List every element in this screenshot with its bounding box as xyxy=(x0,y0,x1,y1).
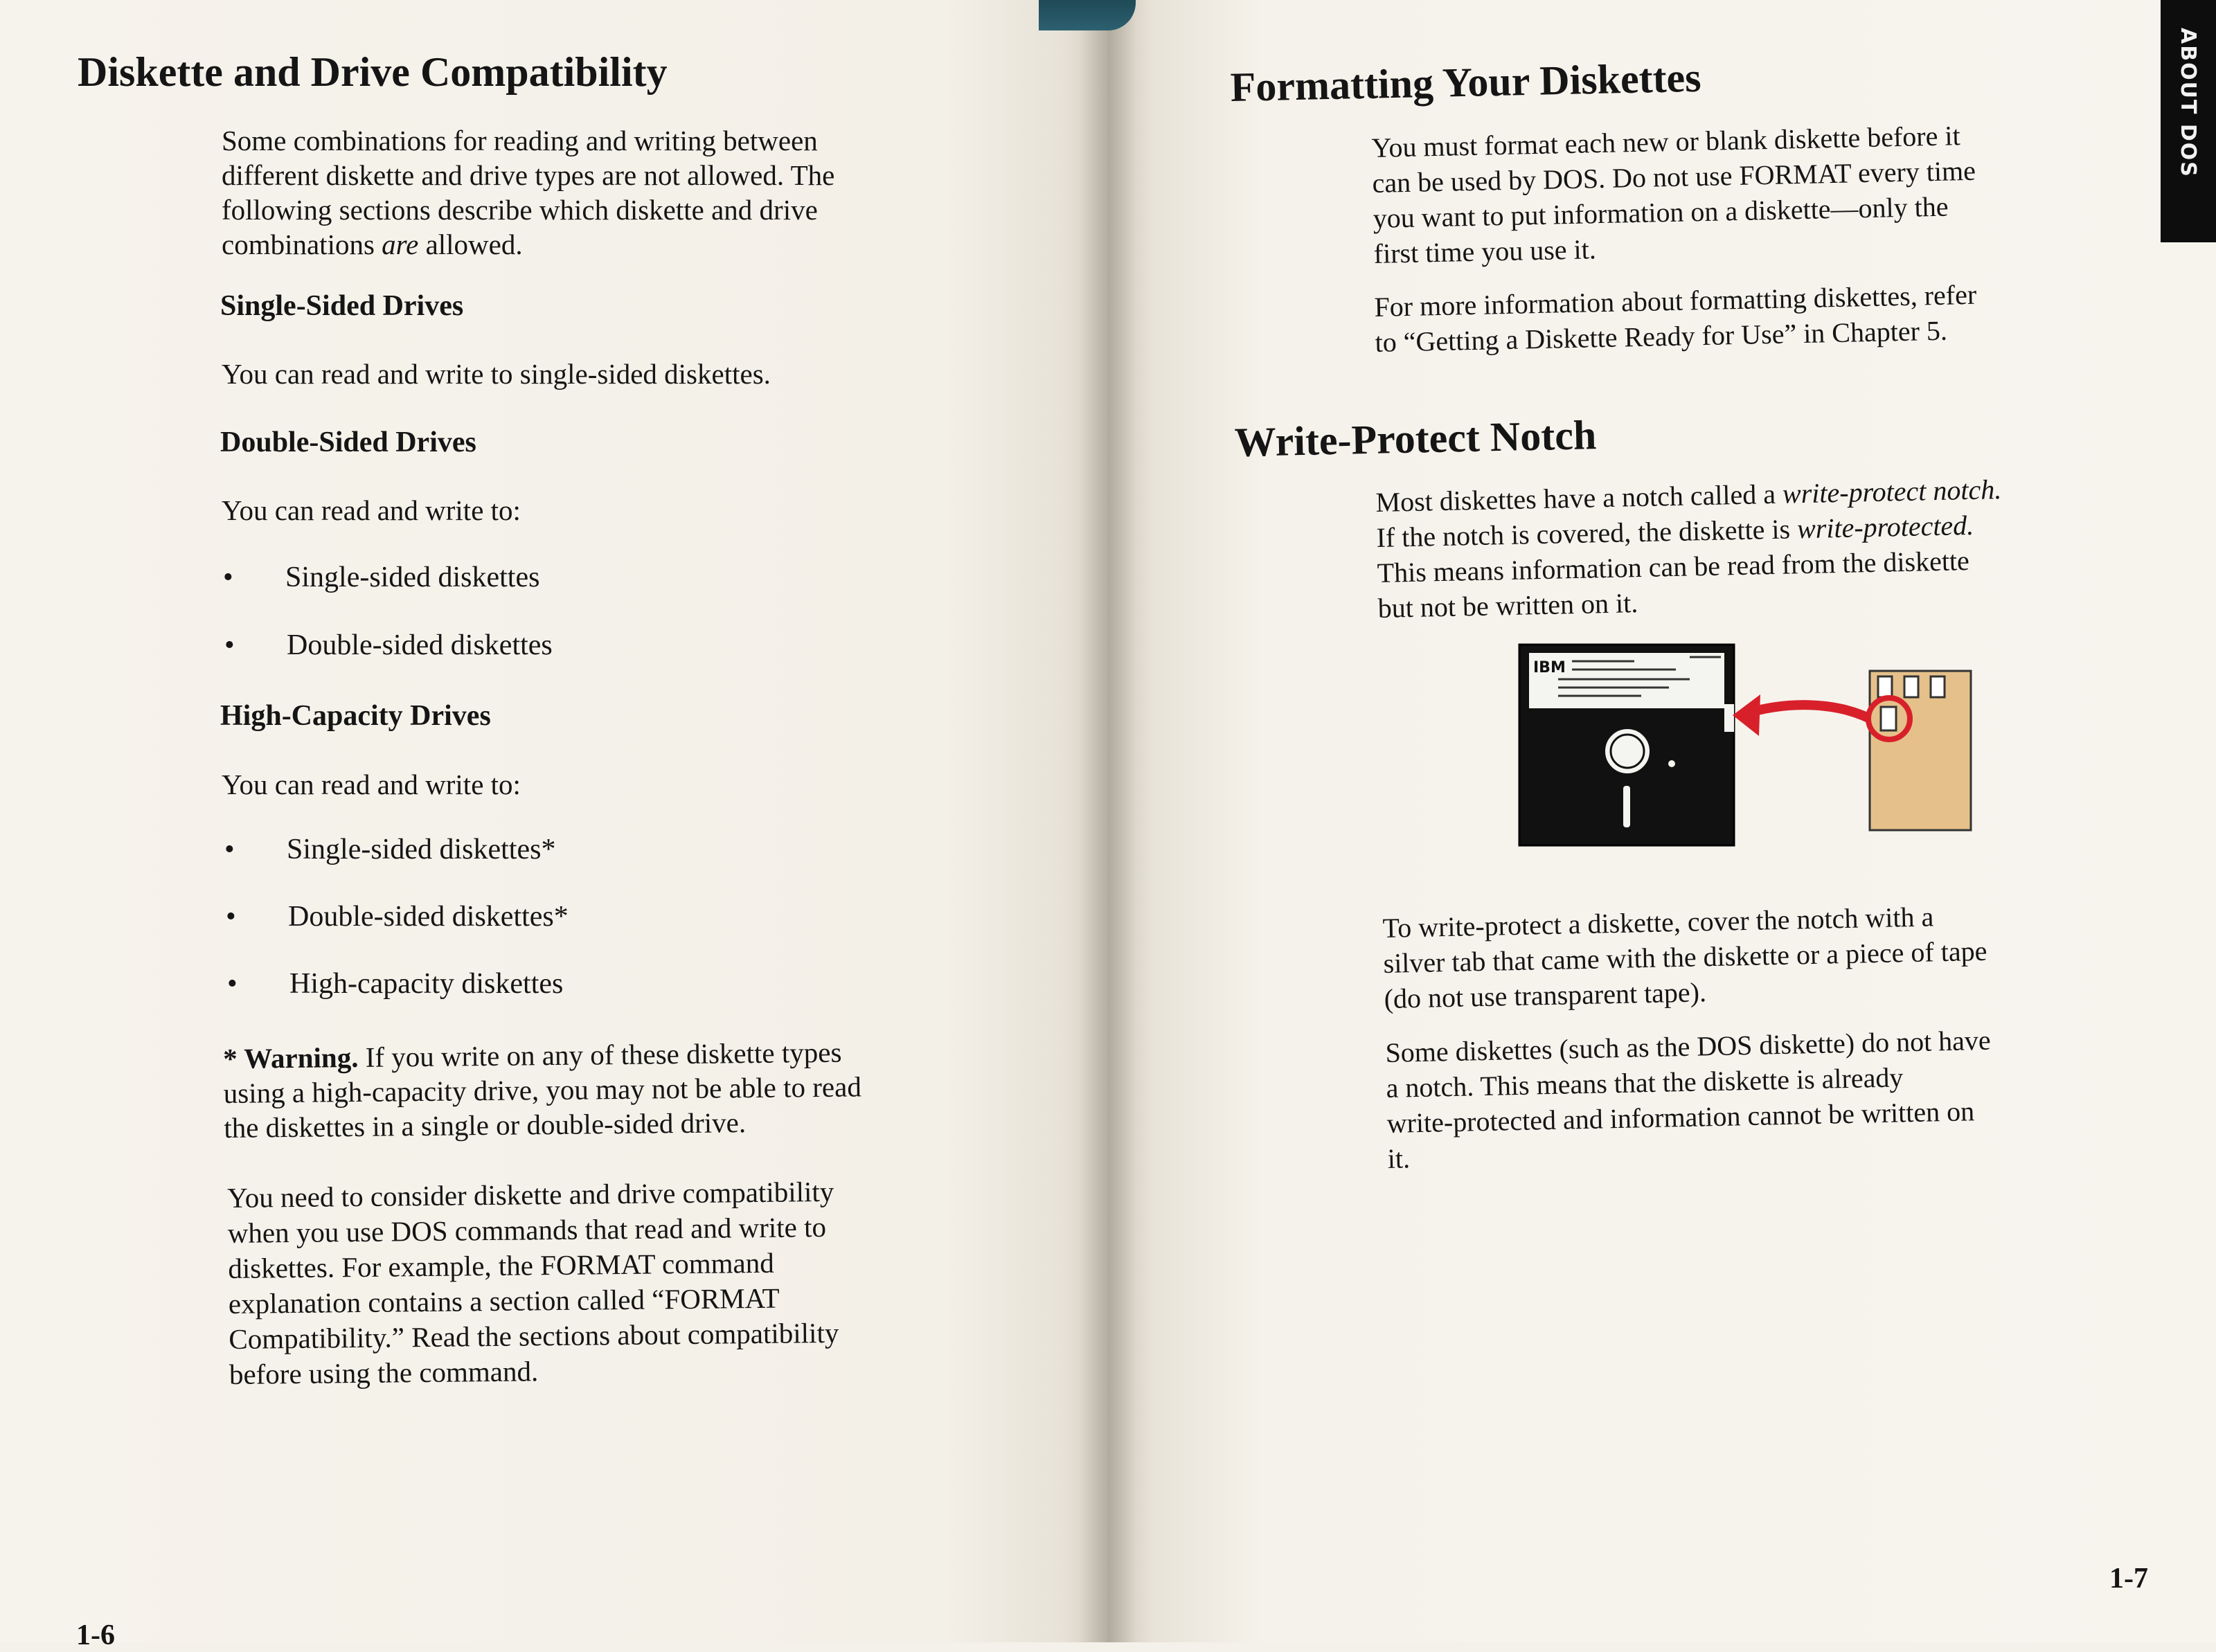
bullet-icon: • xyxy=(224,834,235,865)
intro-paragraph xyxy=(222,123,1025,262)
note-line-3: diskettes. For example, the FORMAT command xyxy=(228,1246,774,1284)
high-capacity-text: You can read and write to: xyxy=(222,769,521,800)
warning-paragraph xyxy=(223,1032,1055,1145)
note-line-6: before using the command. xyxy=(229,1355,539,1390)
list-item xyxy=(223,561,540,594)
list-item xyxy=(224,629,553,662)
tab-cell-3 xyxy=(1931,676,1945,697)
wp3-line-2: a notch. This means that the diskette is already xyxy=(1386,1061,1904,1104)
write-protect-title: Write-Protect Notch xyxy=(1234,412,1597,465)
wp3-line-4: it. xyxy=(1387,1142,1411,1174)
list-item-label: Double-sided diskettes* xyxy=(288,901,569,933)
left-page-number: 1-6 xyxy=(76,1619,115,1651)
list-item-label: Single-sided diskettes xyxy=(285,562,540,593)
wp-line-1-text: Most diskettes have a notch called a xyxy=(1375,478,1783,518)
bullet-icon: • xyxy=(226,901,236,933)
list-item-label: Single-sided diskettes* xyxy=(287,834,556,865)
wp2-line-1: To write-protect a diskette, cover the notch with a xyxy=(1382,901,1934,944)
format-ref-line-2: to “Getting a Diskette Ready for Use” in Chapter 5. xyxy=(1375,314,1948,358)
intro-emphasis: are xyxy=(382,228,419,260)
wp-emphasis-protected: write-protected. xyxy=(1796,509,1974,545)
note-line-1: You need to consider diskette and drive compatibility xyxy=(227,1175,834,1214)
bullet-icon: • xyxy=(227,968,238,1000)
bullet-icon: • xyxy=(224,629,235,661)
gutter-shadow xyxy=(1080,0,1136,1642)
wp-line-4: but not be written on it. xyxy=(1377,587,1638,624)
list-item-label: Double-sided diskettes xyxy=(287,629,553,661)
warning-line-2: using a high-capacity drive, you may not be able to read xyxy=(223,1070,862,1109)
cover-edge xyxy=(1039,0,1136,30)
double-sided-text: You can read and write to: xyxy=(222,494,521,526)
write-protect-paragraph-3 xyxy=(1385,1018,2191,1176)
single-sided-text: You can read and write to single-sided diskettes. xyxy=(222,358,771,390)
note-line-5: Compatibility.” Read the sections about compatibility xyxy=(229,1316,839,1355)
left-page-title: Diskette and Drive Compatibility xyxy=(78,49,668,95)
tab-cell-4 xyxy=(1881,707,1896,730)
wp3-line-1: Some diskettes (such as the DOS diskette) do not have xyxy=(1385,1024,1992,1068)
diskette-logo: IBM xyxy=(1533,659,1566,676)
formatting-paragraph-1 xyxy=(1371,114,2177,271)
warning-line-1-text: If you write on any of these diskette types xyxy=(358,1036,842,1073)
note-line-2: when you use DOS commands that read and write to xyxy=(227,1210,827,1249)
wp2-line-3: (do not use transparent tape). xyxy=(1384,976,1707,1014)
wp3-line-3: write-protected and information cannot be written on xyxy=(1386,1095,1975,1139)
right-page-number: 1-7 xyxy=(2109,1563,2148,1595)
format-line-4: first time you use it. xyxy=(1373,233,1597,269)
tab-cell-1 xyxy=(1878,676,1892,697)
write-protect-paragraph-2 xyxy=(1382,894,2188,1016)
high-capacity-heading: High-Capacity Drives xyxy=(220,700,491,732)
tab-cell-2 xyxy=(1904,676,1918,697)
bullet-icon: • xyxy=(223,562,233,593)
compatibility-note xyxy=(227,1171,1060,1392)
index-hole xyxy=(1668,760,1675,767)
format-line-2: can be used by DOS. Do not use FORMAT every time xyxy=(1372,154,1976,199)
pointer-arrow xyxy=(1745,705,1877,722)
wp-line-2-text: If the notch is covered, the diskette is xyxy=(1376,513,1798,553)
intro-line-2: different diskette and drive types are not allowed. The xyxy=(222,159,835,191)
format-line-1: You must format each new or blank diskette before it xyxy=(1371,120,1961,163)
intro-line-3: following sections describe which diskette and drive xyxy=(222,194,818,226)
intro-line-1: Some combinations for reading and writing between xyxy=(222,125,818,156)
warning-line-3: the diskettes in a single or double-sided drive. xyxy=(224,1106,747,1144)
write-protect-notch xyxy=(1724,704,1734,732)
intro-line-4 xyxy=(222,227,1025,262)
wp-emphasis-notch: write-protect notch. xyxy=(1782,474,2002,510)
write-protect-paragraph-1 xyxy=(1375,468,2181,626)
format-ref-line-1: For more information about formatting diskettes, refer xyxy=(1374,278,1977,323)
list-item xyxy=(224,833,556,866)
chapter-tab-label: ABOUT DOS xyxy=(2176,28,2200,178)
wp2-line-2: silver tab that came with the diskette or a piece of tape xyxy=(1383,935,1987,979)
double-sided-heading: Double-Sided Drives xyxy=(220,427,476,458)
single-sided-heading: Single-Sided Drives xyxy=(220,290,464,322)
list-item-label: High-capacity diskettes xyxy=(289,968,564,1000)
formatting-title: Formatting Your Diskettes xyxy=(1230,54,1702,110)
intro-line-4-end: allowed. xyxy=(418,228,523,260)
read-slot xyxy=(1623,786,1630,827)
arrow-head-icon xyxy=(1733,694,1760,736)
list-item xyxy=(227,967,564,1000)
format-line-3: you want to put information on a diskette—only the xyxy=(1373,190,1949,234)
write-protect-figure xyxy=(1517,640,1987,855)
warning-label: * Warning. xyxy=(223,1041,359,1075)
intro-line-4-text: combinations xyxy=(222,228,382,260)
note-line-4: explanation contains a section called “FORMAT xyxy=(228,1282,780,1320)
wp-line-3: This means information can be read from the diskette xyxy=(1377,545,1970,589)
list-item xyxy=(226,900,569,933)
